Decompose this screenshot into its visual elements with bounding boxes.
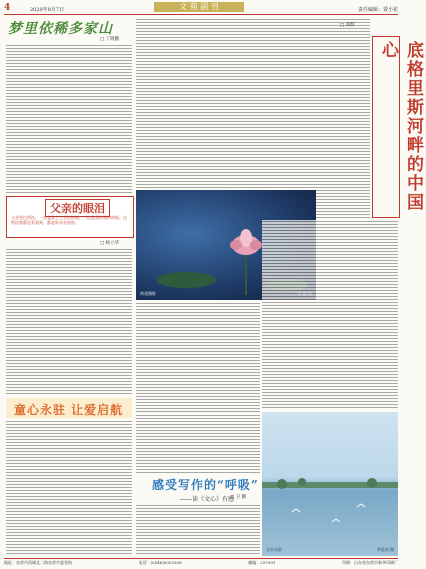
article-3-body	[262, 220, 398, 410]
article-1-title: 梦里依稀多家山	[8, 21, 113, 37]
article-1-body	[6, 44, 132, 194]
article-4-banner	[6, 398, 132, 418]
article-3-body-top	[316, 18, 370, 218]
lake-photo	[262, 412, 398, 556]
page-footer	[4, 558, 398, 567]
footer-print: 印刷：山东省东营市新华印刷厂	[342, 560, 398, 565]
article-5-subtitle: ——读《文心》有感	[180, 496, 235, 503]
article-3-title-box	[372, 36, 423, 218]
article-3-byline: □ 刘辉	[340, 23, 355, 28]
page-header	[4, 2, 398, 15]
middle-lower-body	[136, 302, 260, 412]
article-2-title: 父亲的眼泪	[45, 199, 110, 217]
middle-column-body	[136, 18, 316, 188]
editor-credit: 责任编辑：贾小花	[357, 7, 398, 13]
article-3-title: 底格里斯河畔的中国心	[378, 41, 423, 212]
article-2-body	[6, 248, 132, 396]
lake-caption: 水乡风景	[266, 547, 282, 552]
article-4-body	[6, 420, 132, 556]
article-5-body	[136, 504, 260, 556]
article-2-lead: 父亲哭过两次，一次是我上大学的时候，一次是我结婚的时候。这两次我都没有看到，都是听母亲说的。	[11, 215, 127, 225]
article-4-title: 童心永驻 让爱启航	[14, 403, 124, 417]
article-5-body-top	[136, 414, 260, 474]
footer-phone: 电话：(0546)8303358	[138, 560, 182, 565]
article-1-byline: □ 丁晓鹏	[100, 37, 120, 42]
article-2-header-box	[6, 196, 134, 238]
lake-credit: 李思雨 摄	[376, 547, 394, 552]
article-2-byline: □ 杨立华	[100, 241, 120, 246]
lotus-caption: 荷花摄影	[140, 291, 156, 296]
footer-code: 邮编：257091	[248, 560, 276, 565]
article-5-byline: □ 卫 鹏	[230, 495, 247, 500]
lake-scene-icon	[262, 412, 398, 556]
page-number: 4	[4, 3, 11, 13]
issue-date: 2020年8月7日	[30, 7, 65, 13]
footer-address: 地址：东营市西城北二路东营市委党校	[4, 560, 72, 565]
article-5-title: 感受写作的“呼吸”	[152, 478, 259, 492]
section-title: 文 苑 副 刊	[154, 2, 244, 12]
